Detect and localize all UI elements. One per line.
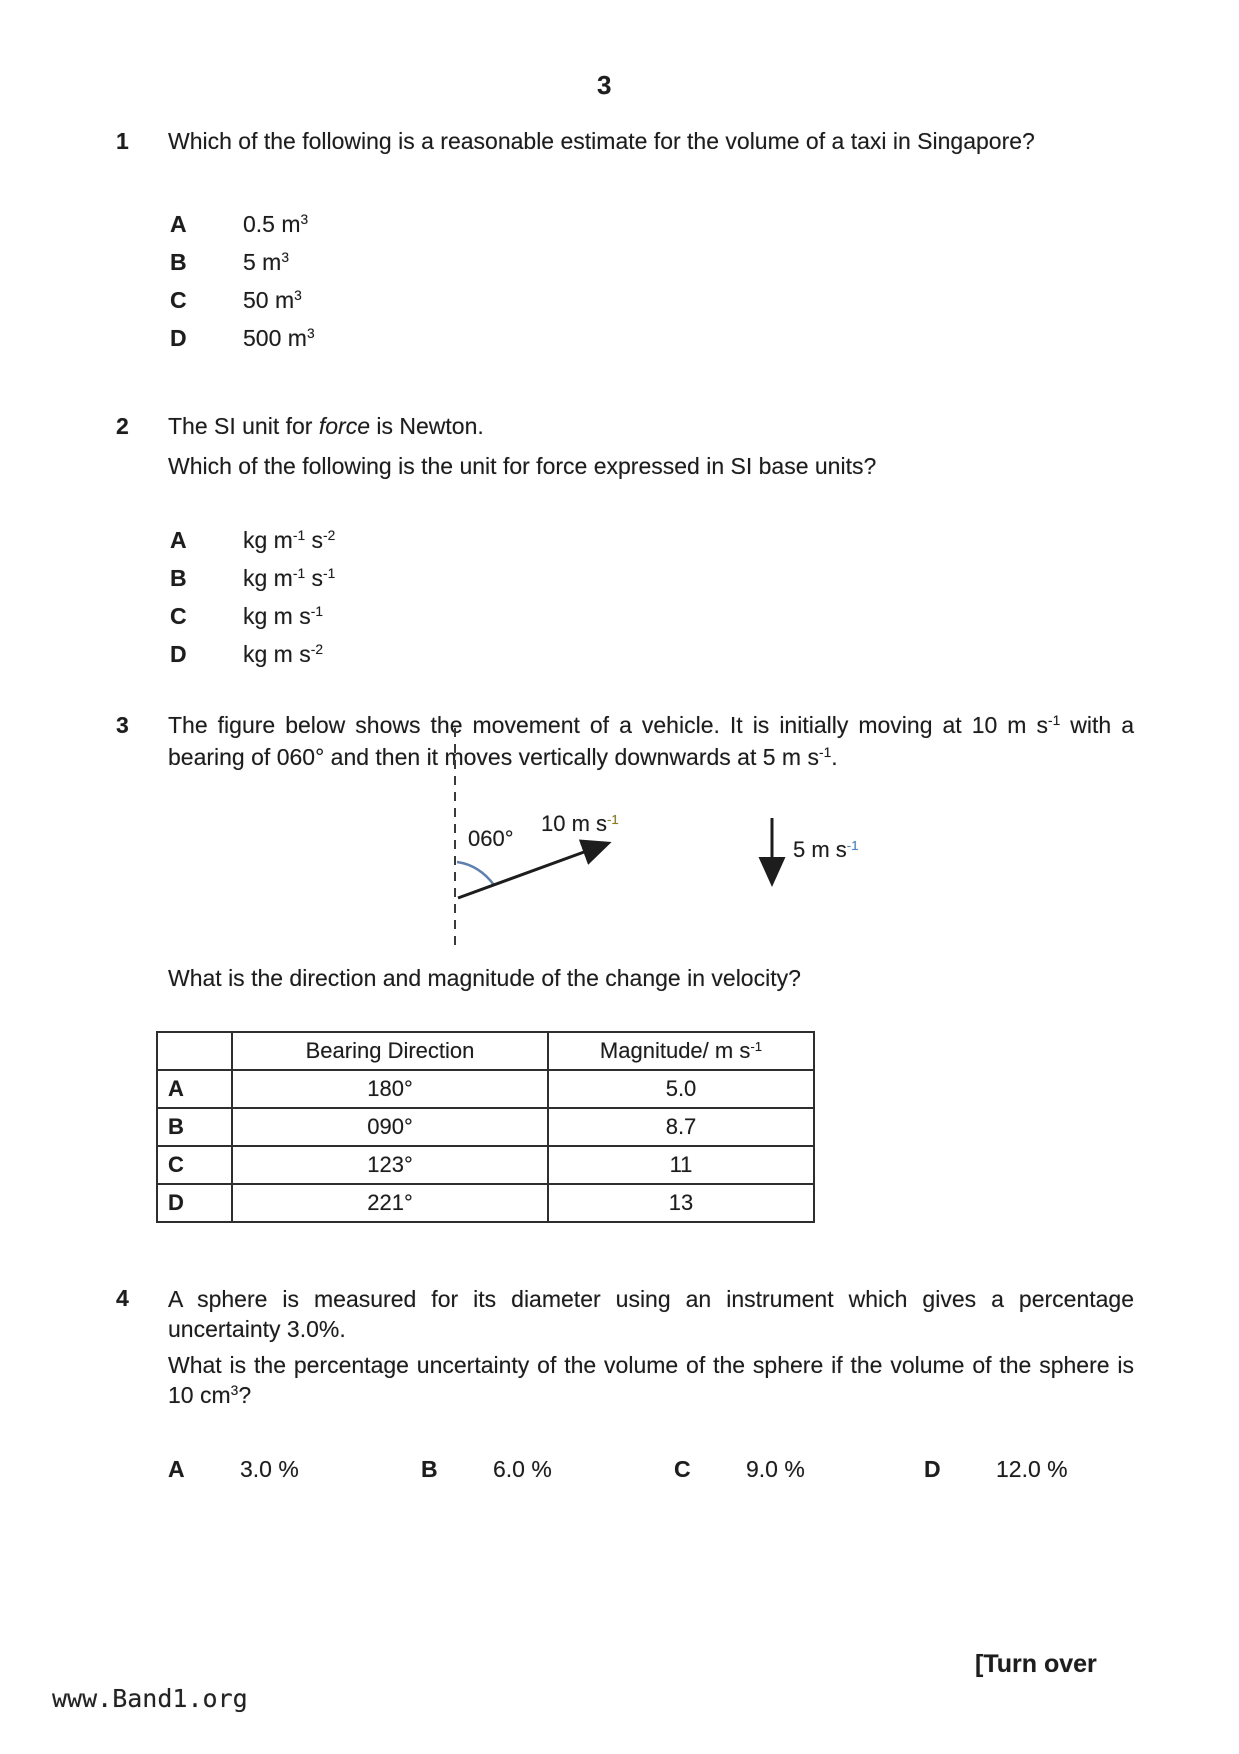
- option-letter: D: [170, 325, 187, 351]
- row-bearing: 221°: [232, 1184, 548, 1222]
- question-3-number: 3: [116, 712, 129, 738]
- table-row: [157, 1184, 814, 1222]
- row-letter: D: [157, 1184, 232, 1222]
- question-3-text: The figure below shows the movement of a vehicle. It is initially moving at 10 m $s^{-1}$ with a bearing of 060° and then it moves vertically downwards at 5 m $s^{-1}$.: [168, 712, 1134, 770]
- q1-option-d: [170, 325, 315, 355]
- option-letter: D: [924, 1456, 941, 1482]
- row-bearing: 180°: [232, 1070, 548, 1108]
- bearing-angle-label: 060°: [468, 826, 514, 851]
- question-4-number: 4: [116, 1285, 129, 1311]
- row-magnitude: 5.0: [548, 1070, 814, 1108]
- turn-over-label: [Turn over: [975, 1650, 1097, 1678]
- velocity-10-label: 10 m $s^{-1}$: [541, 811, 619, 836]
- table-row: [157, 1070, 814, 1108]
- q1-option-c: [170, 287, 302, 317]
- option-value: kg m $s^{-1}$: [243, 603, 324, 629]
- option-letter: C: [170, 287, 187, 313]
- header-bearing: Bearing Direction: [232, 1032, 548, 1070]
- table-header-row: [157, 1032, 814, 1070]
- row-magnitude: 8.7: [548, 1108, 814, 1146]
- question-2-number: 2: [116, 413, 129, 439]
- option-value: 0.5 $m^3$: [243, 211, 309, 237]
- question-1-text: Which of the following is a reasonable estimate for the volume of a taxi in Singapore?: [168, 128, 1035, 154]
- watermark-url: www.Band1.org: [52, 1684, 248, 1713]
- q2-option-c: [170, 603, 323, 633]
- option-letter: B: [170, 565, 187, 591]
- q2-option-b: [170, 565, 335, 595]
- q2-option-a: [170, 527, 335, 557]
- row-magnitude: 11: [548, 1146, 814, 1184]
- option-value: 5 $m^3$: [243, 249, 290, 275]
- option-letter: A: [170, 211, 187, 237]
- option-value: 500 $m^3$: [243, 325, 315, 351]
- option-letter: A: [168, 1456, 185, 1482]
- row-magnitude: 13: [548, 1184, 814, 1222]
- answer-table: [156, 1031, 815, 1223]
- option-letter: A: [170, 527, 187, 553]
- q1-option-a: [170, 211, 308, 241]
- option-value: 3.0 %: [240, 1456, 299, 1482]
- question-2-text: Which of the following is the unit for force expressed in SI base units?: [168, 453, 877, 479]
- angle-arc: [457, 862, 494, 885]
- row-bearing: 090°: [232, 1108, 548, 1146]
- row-letter: B: [157, 1108, 232, 1146]
- question-3-prompt: What is the direction and magnitude of the change in velocity?: [168, 965, 801, 991]
- option-letter: B: [421, 1456, 438, 1482]
- q4-option-b: [421, 1456, 552, 1482]
- q4-option-a: [168, 1456, 299, 1482]
- option-value: 50 $m^3$: [243, 287, 302, 313]
- header-blank: [157, 1032, 232, 1070]
- q4-option-d: [924, 1456, 1068, 1482]
- velocity-5-label: 5 m $s^{-1}$: [793, 837, 859, 862]
- question-2-statement: The SI unit for force is Newton.: [168, 413, 484, 439]
- row-letter: A: [157, 1070, 232, 1108]
- option-value: kg $m^{-1}$ $s^{-1}$: [243, 565, 336, 591]
- table-row: [157, 1146, 814, 1184]
- option-letter: B: [170, 249, 187, 275]
- q1-option-b: [170, 249, 289, 279]
- page-number: 3: [597, 70, 612, 100]
- q2-option-d: [170, 641, 323, 671]
- option-letter: C: [170, 603, 187, 629]
- question-1-number: 1: [116, 128, 129, 154]
- option-value: kg m $s^{-2}$: [243, 641, 324, 667]
- option-value: 6.0 %: [493, 1456, 552, 1482]
- table-row: [157, 1108, 814, 1146]
- option-letter: D: [170, 641, 187, 667]
- question-4-text: What is the percentage uncertainty of the volume of the sphere if the volume of the sphere is 10 $cm^3$?: [168, 1352, 1134, 1408]
- header-magnitude: Magnitude/ m $s^{-1}$: [548, 1032, 814, 1070]
- option-value: kg $m^{-1}$ $s^{-2}$: [243, 527, 336, 553]
- option-value: 12.0 %: [996, 1456, 1068, 1482]
- row-bearing: 123°: [232, 1146, 548, 1184]
- row-letter: C: [157, 1146, 232, 1184]
- q4-option-c: [674, 1456, 805, 1482]
- option-letter: C: [674, 1456, 691, 1482]
- option-value: 9.0 %: [746, 1456, 805, 1482]
- question-4-statement: A sphere is measured for its diameter using an instrument which gives a percentage uncertainty 3.0%.: [168, 1286, 1134, 1342]
